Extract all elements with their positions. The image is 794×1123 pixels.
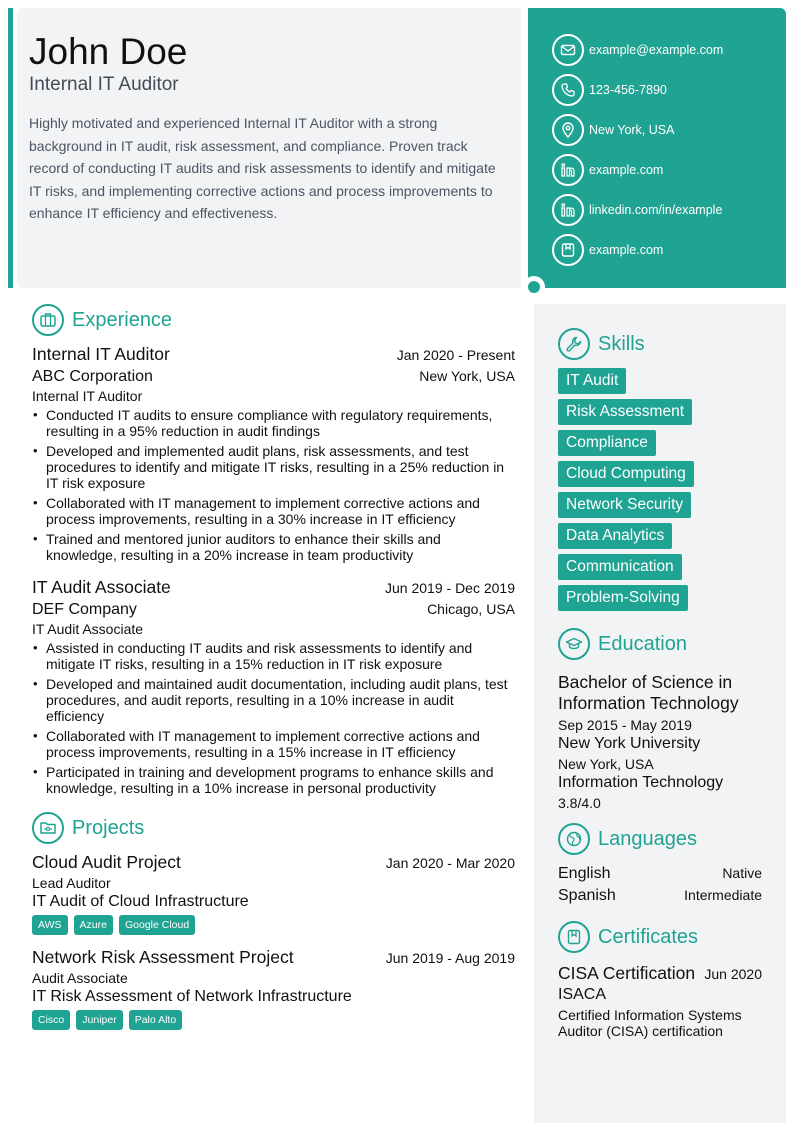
tag: Azure [74, 915, 113, 935]
contact-text: 123-456-7890 [589, 83, 667, 97]
header [17, 8, 521, 288]
certificate-date: Jun 2020 [704, 966, 762, 982]
contact-text: example.com [589, 163, 664, 177]
education-date: Sep 2015 - May 2019 [558, 717, 692, 733]
contact-email[interactable] [552, 30, 786, 70]
degree: Bachelor of Science in Information Technology [558, 672, 739, 713]
contact-linkedin[interactable] [552, 190, 786, 230]
linkedin-icon [552, 194, 584, 226]
language-level: Intermediate [684, 887, 762, 903]
education-entry [558, 672, 762, 811]
project-date: Jan 2020 - Mar 2020 [385, 855, 515, 871]
contact-text: linkedin.com/in/example [589, 203, 723, 217]
section-title: Experience [72, 308, 173, 331]
location-icon [552, 114, 584, 146]
skill-chip: Problem-Solving [558, 585, 688, 611]
tag: Cisco [32, 1010, 70, 1030]
contact-website[interactable] [552, 150, 786, 190]
globe-icon [558, 823, 590, 855]
project-title: Cloud Audit Project [32, 852, 181, 872]
briefcase-icon [32, 304, 64, 336]
project-date: Jun 2019 - Aug 2019 [385, 950, 515, 966]
job-subrole: Internal IT Auditor [32, 388, 143, 404]
project-tags [32, 915, 515, 935]
sidebar [534, 304, 786, 1123]
job-subrole: IT Audit Associate [32, 621, 144, 637]
projects-header [32, 812, 515, 844]
field-of-study: Information Technology [558, 774, 724, 791]
company: DEF Company [32, 601, 137, 618]
languages-list [558, 865, 762, 905]
tag: Palo Alto [129, 1010, 182, 1030]
skills-header [558, 328, 762, 360]
education-location: New York, USA [558, 756, 654, 772]
email-icon [552, 34, 584, 66]
skill-chip: IT Audit [558, 368, 626, 394]
experience-entry [32, 577, 515, 796]
certificate-entry [558, 963, 762, 1039]
language-level: Native [722, 865, 762, 881]
job-bullets [32, 407, 515, 563]
certificates-header [558, 921, 762, 953]
project-title: Network Risk Assessment Project [32, 947, 294, 967]
skill-chip: Network Security [558, 492, 691, 518]
project-role: Lead Auditor [32, 875, 111, 891]
school: New York University [558, 735, 701, 752]
job-role: Internal IT Auditor [29, 74, 179, 95]
tag: AWS [32, 915, 68, 935]
contact-phone[interactable] [552, 70, 786, 110]
section-title: Skills [598, 332, 645, 355]
job-location: Chicago, USA [427, 601, 515, 617]
bullet: • Developed and implemented audit plans, risk assessments, and test procedures to identify and mitigate IT risks, resulting in a 25% reduction in IT risk exposure [32, 443, 515, 491]
section-title: Projects [72, 816, 145, 839]
skill-chip: Data Analytics [558, 523, 672, 549]
education-header [558, 628, 762, 660]
experience-header [32, 304, 515, 336]
bullet: • Trained and mentored junior auditors to enhance their skills and knowledge, resulting in a 20% increase in team productivity [32, 531, 515, 563]
project-entry [32, 947, 515, 1030]
languages-header [558, 823, 762, 855]
wrench-icon [558, 328, 590, 360]
contact-text: example.com [589, 243, 664, 257]
bullet: • Collaborated with IT management to implement corrective actions and process improvements, resulting in a 30% increase in IT efficiency [32, 495, 515, 527]
project-description: IT Audit of Cloud Infrastructure [32, 893, 249, 910]
gpa: 3.8/4.0 [558, 795, 601, 811]
bullet: • Collaborated with IT management to implement corrective actions and process improvements, resulting in a 15% increase in IT efficiency [32, 728, 515, 760]
project-tags [32, 1010, 515, 1030]
project-role: Audit Associate [32, 970, 128, 986]
accent-bar [8, 8, 13, 288]
certificate-name: CISA Certification [558, 963, 696, 983]
skill-chip: Risk Assessment [558, 399, 692, 425]
contact-text: New York, USA [589, 123, 675, 137]
job-title: IT Audit Associate [32, 577, 171, 597]
language-name: Spanish [558, 887, 616, 904]
tag: Google Cloud [119, 915, 195, 935]
contact-portfolio[interactable] [552, 230, 786, 270]
folder-icon [32, 812, 64, 844]
section-title: Certificates [598, 925, 699, 948]
certificate-issuer: ISACA [558, 986, 607, 1003]
section-title: Education [598, 632, 687, 655]
job-bullets [32, 640, 515, 796]
certificate-description: Certified Information Systems Auditor (CISA) certification [558, 1007, 742, 1039]
name: John Doe [29, 31, 188, 72]
timeline-dot-inner [528, 281, 540, 293]
skills-list [558, 368, 762, 616]
project-description: IT Risk Assessment of Network Infrastructure [32, 988, 352, 1005]
language-name: English [558, 865, 611, 882]
job-date: Jan 2020 - Present [396, 347, 515, 363]
graduation-cap-icon [558, 628, 590, 660]
job-date: Jun 2019 - Dec 2019 [385, 580, 515, 596]
company: ABC Corporation [32, 368, 153, 385]
contact-location [552, 110, 786, 150]
linkedin-icon [552, 154, 584, 186]
bullet: • Assisted in conducting IT audits and risk assessments to identify and mitigate IT risks, resulting in a 15% reduction in IT risk exposure [32, 640, 515, 672]
section-title: Languages [598, 827, 697, 850]
phone-icon [552, 74, 584, 106]
bullet: • Conducted IT audits to ensure compliance with regulatory requirements, resulting in a 95% reduction in audit findings [32, 407, 515, 439]
bullet: • Participated in training and development programs to enhance skills and knowledge, resulting in a 10% increase in personal productivity [32, 764, 515, 796]
job-title: Internal IT Auditor [32, 344, 170, 364]
main-column [32, 304, 515, 1030]
experience-entry [32, 344, 515, 563]
contact-text: example@example.com [589, 43, 724, 57]
skill-chip: Compliance [558, 430, 656, 456]
project-entry [32, 852, 515, 935]
skill-chip: Communication [558, 554, 682, 580]
tag: Juniper [76, 1010, 122, 1030]
portfolio-icon [552, 234, 584, 266]
bullet: • Developed and maintained audit documentation, including audit plans, test procedures, and audit reports, resulting in a 10% increase in audit efficiency [32, 676, 515, 724]
job-location: New York, USA [419, 368, 515, 384]
certificate-icon [558, 921, 590, 953]
skill-chip: Cloud Computing [558, 461, 694, 487]
contact-panel [528, 8, 786, 288]
summary: Highly motivated and experienced Internal IT Auditor with a strong background in IT audit, risk assessment, and compliance. Proven track record of conducting IT audits and risk assessments to identify and mitigate IT risks, and implementing corrective actions and process improvements to enhance IT efficiency and effectiveness. [29, 115, 496, 222]
